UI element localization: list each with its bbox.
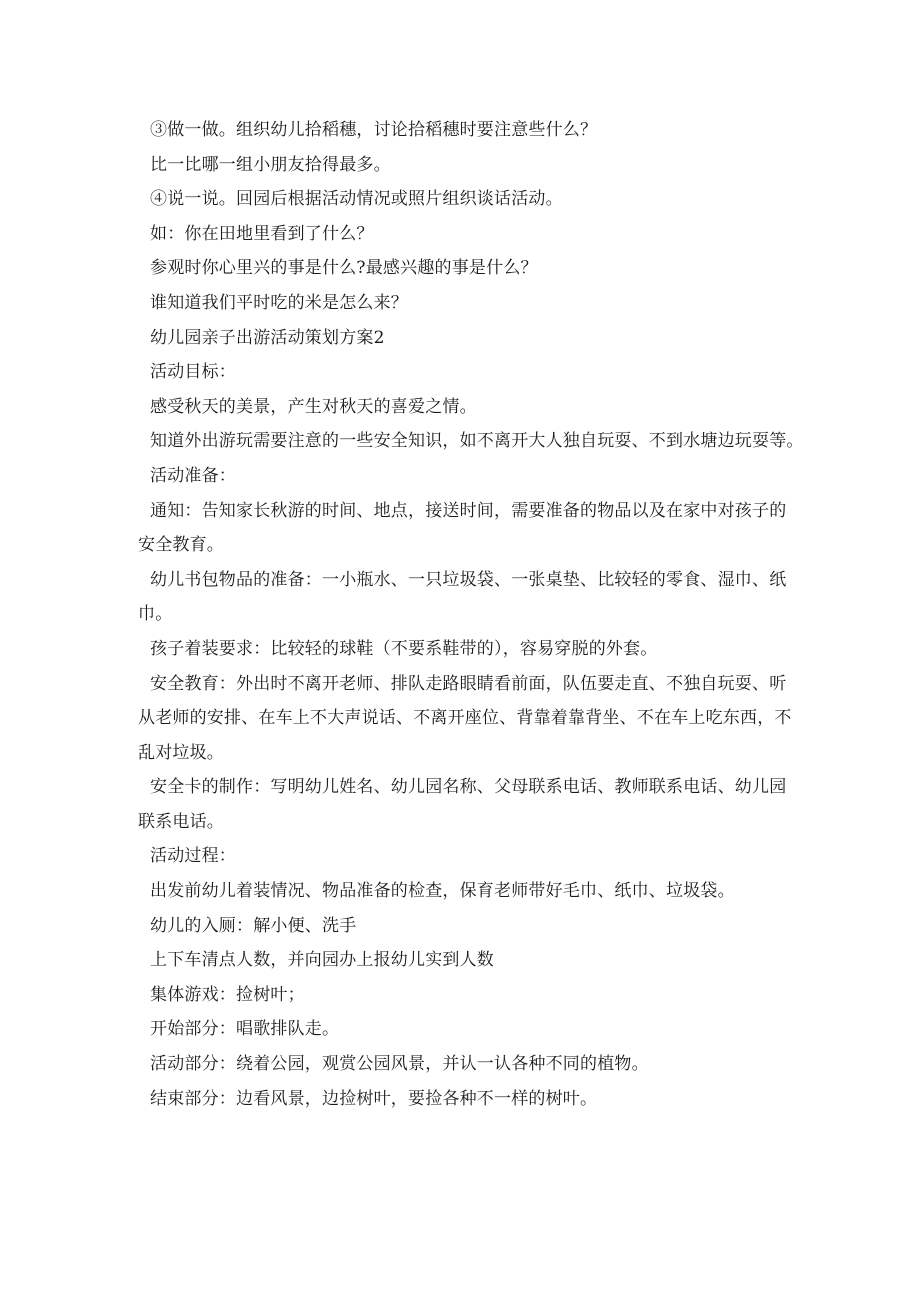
paragraph-end-part: 结束部分：边看风景，边捡树叶，要捡各种不一样的树叶。 bbox=[150, 1088, 598, 1109]
heading-activity-preparation: 活动准备： bbox=[150, 465, 236, 486]
paragraph-clothing: 孩子着装要求：比较轻的球鞋（不要系鞋带的），容易穿脱的外套。 bbox=[150, 638, 658, 659]
paragraph-question-2: 参观时你心里兴的事是什么?最感兴趣的事是什么？ bbox=[150, 258, 538, 279]
paragraph-group-game: 集体游戏：捡树叶； bbox=[150, 984, 305, 1005]
paragraph-goal-1: 感受秋天的美景，产生对秋天的喜爱之情。 bbox=[150, 396, 477, 417]
paragraph-safety-education: 安全教育：外出时不离开老师、排队走路眼睛看前面，队伍要走直、不独自玩耍、听从老师的安排、在车上不大声说话、不离开座位、背靠着靠背坐、不在车上吃东西，不乱对垃圾。 bbox=[138, 673, 792, 763]
paragraph-check-before-departure: 出发前幼儿着装情况、物品准备的检查，保育老师带好毛巾、纸巾、垃圾袋。 bbox=[150, 881, 735, 902]
paragraph-question-1: 如：你在田地里看到了什么？ bbox=[150, 223, 374, 244]
paragraph-step-3: ③做一做。组织幼儿拾稻穗，讨论拾稻穗时要注意些什么？ bbox=[150, 120, 598, 140]
paragraph-start-part: 开始部分：唱歌排队走。 bbox=[150, 1019, 340, 1040]
paragraph-question-3: 谁知道我们平时吃的米是怎么来？ bbox=[150, 292, 408, 313]
paragraph-activity-part: 活动部分：绕着公园，观赏公园风景，并认一认各种不同的植物。 bbox=[150, 1054, 649, 1075]
heading-activity-process: 活动过程： bbox=[150, 846, 236, 867]
document-body bbox=[138, 113, 804, 1116]
paragraph-headcount: 上下车清点人数，并向园办上报幼儿实到人数 bbox=[150, 950, 494, 971]
paragraph-compare: 比一比哪一组小朋友拾得最多。 bbox=[150, 154, 391, 175]
paragraph-safety-card: 安全卡的制作：写明幼儿姓名、幼儿园名称、父母联系电话、教师联系电话、幼儿园联系电话。 bbox=[138, 777, 787, 832]
paragraph-step-4: ④说一说。回园后根据活动情况或照片组织谈话活动。 bbox=[150, 189, 563, 210]
paragraph-notice: 通知：告知家长秋游的时间、地点，接送时间，需要准备的物品以及在家中对孩子的安全教育。 bbox=[138, 500, 787, 556]
paragraph-goal-2: 知道外出游玩需要注意的一些安全知识，如不离开大人独自玩耍、不到水塘边玩耍等。 bbox=[150, 431, 804, 452]
paragraph-toilet: 幼儿的入厕：解小便、洗手 bbox=[150, 915, 357, 936]
paragraph-bag-items: 幼儿书包物品的准备：一小瓶水、一只垃圾袋、一张桌垫、比较轻的零食、湿巾、纸巾。 bbox=[138, 569, 787, 625]
heading-activity-goals: 活动目标： bbox=[150, 362, 236, 383]
section-heading-plan-2: 幼儿园亲子出游活动策划方案2 bbox=[150, 327, 385, 348]
